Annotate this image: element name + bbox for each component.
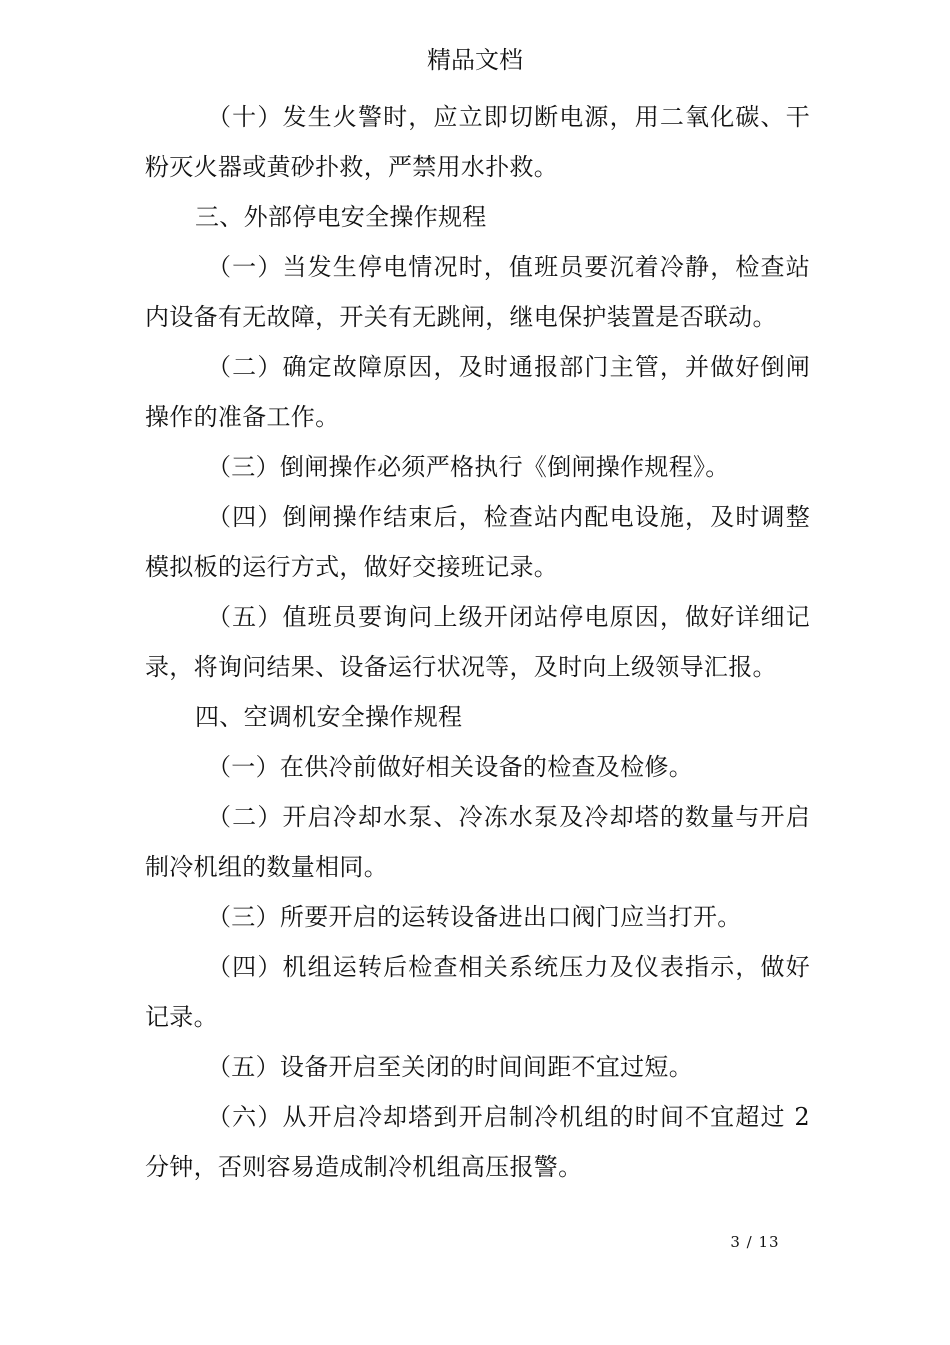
paragraph-ac-1: （一）在供冷前做好相关设备的检查及检修。 xyxy=(207,753,693,781)
paragraph-ac-6: （六）从开启冷却塔到开启制冷机组的时间不宜超过 2 分钟，否则容易造成制冷机组高压报警。 xyxy=(145,1103,810,1181)
paragraph-outage-4: （四）倒闸操作结束后，检查站内配电设施，及时调整模拟板的运行方式，做好交接班记录。 xyxy=(145,503,810,581)
paragraph-outage-1: （一）当发生停电情况时，值班员要沉着冷静，检查站内设备有无故障，开关有无跳闸，继电保护装置是否联动。 xyxy=(145,253,810,331)
paragraph-outage-2: （二）确定故障原因，及时通报部门主管，并做好倒闸操作的准备工作。 xyxy=(145,353,810,431)
paragraph-ac-2: （二）开启冷却水泵、冷冻水泵及冷却塔的数量与开启制冷机组的数量相同。 xyxy=(145,803,810,881)
document-body xyxy=(145,92,810,1192)
page-header: 精品文档 xyxy=(427,46,523,74)
paragraph-outage-5: （五）值班员要询问上级开闭站停电原因，做好详细记录，将询问结果、设备运行状况等，及时向上级领导汇报。 xyxy=(145,603,810,681)
section-heading-air-conditioner: 四、空调机安全操作规程 xyxy=(195,703,463,731)
page-number: 3 / 13 xyxy=(730,1233,780,1251)
paragraph-fire-alarm: （十）发生火警时，应立即切断电源，用二氧化碳、干粉灭火器或黄砂扑救，严禁用水扑救。 xyxy=(145,103,810,181)
paragraph-outage-3: （三）倒闸操作必须严格执行《倒闸操作规程》。 xyxy=(207,453,730,481)
section-heading-power-outage: 三、外部停电安全操作规程 xyxy=(195,203,487,231)
paragraph-ac-3: （三）所要开启的运转设备进出口阀门应当打开。 xyxy=(207,903,742,931)
paragraph-ac-4: （四）机组运转后检查相关系统压力及仪表指示，做好记录。 xyxy=(145,953,810,1031)
paragraph-ac-5: （五）设备开启至关闭的时间间距不宜过短。 xyxy=(207,1053,693,1081)
